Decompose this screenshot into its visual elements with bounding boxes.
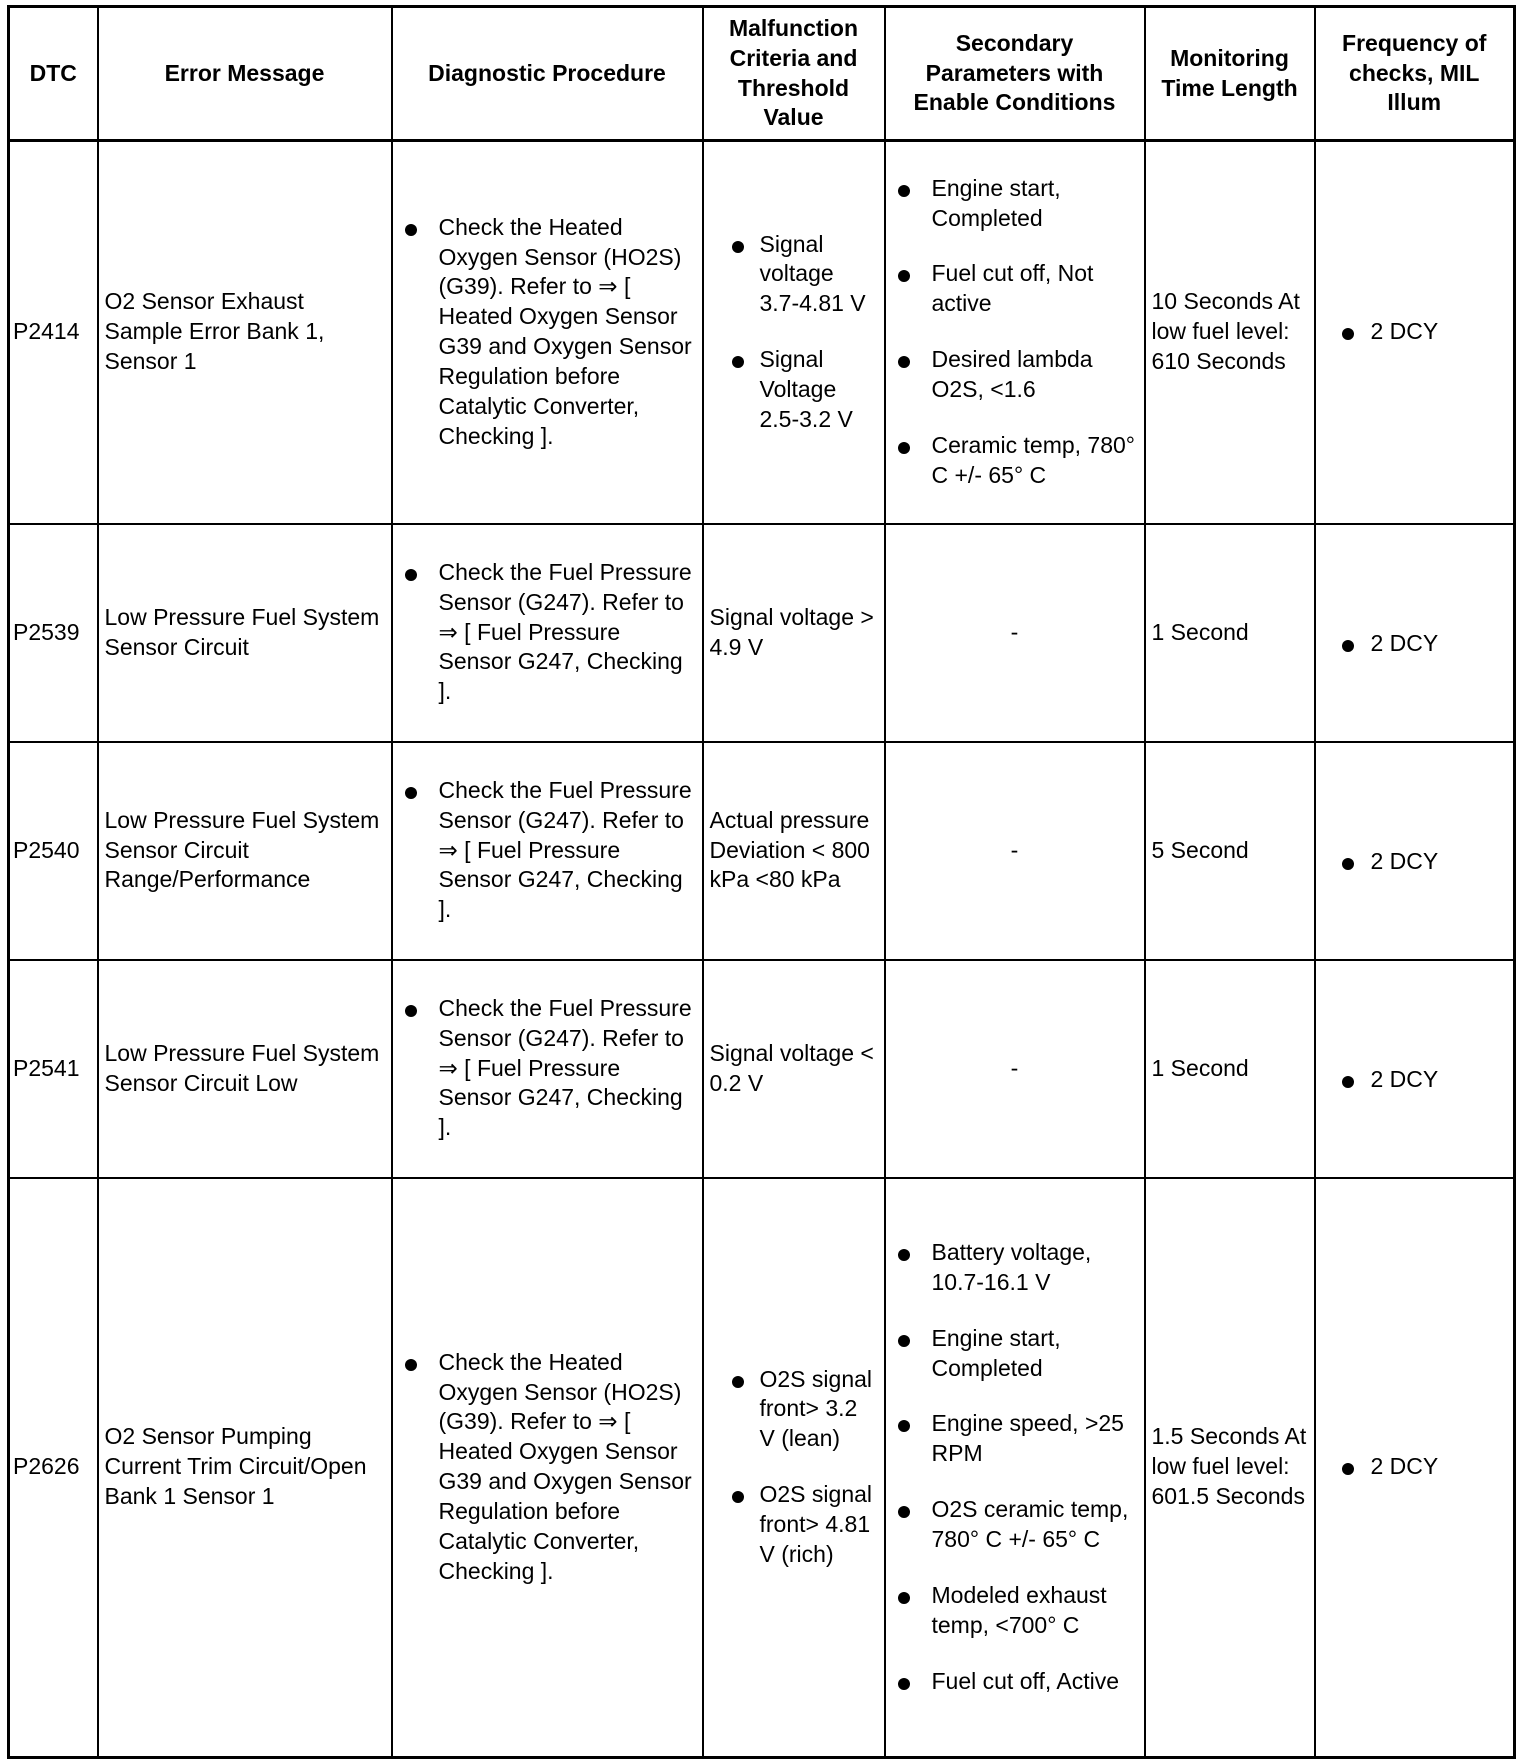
- malfunction-criteria: Signal voltage < 0.2 V: [703, 960, 885, 1178]
- diagnostic-procedure: [392, 141, 703, 524]
- dtc-code: P2626: [9, 1178, 98, 1758]
- table-row: [9, 141, 1515, 524]
- dtc-table: [7, 5, 1516, 1759]
- dtc-code: P2414: [9, 141, 98, 524]
- secondary-item: O2S ceramic temp, 780° C +/- 65° C: [892, 1495, 1138, 1555]
- frequency-item: 2 DCY: [1322, 1452, 1508, 1482]
- procedure-item: Check the Heated Oxygen Sensor (HO2S) (G39). Refer to ⇒ [ Heated Oxygen Sensor G39 and Oxygen Sensor Regulation before Catalytic Converter, Checking ].: [399, 213, 696, 452]
- error-message: O2 Sensor Pumping Current Trim Circuit/Open Bank 1 Sensor 1: [98, 1178, 392, 1758]
- frequency-checks: [1315, 960, 1515, 1178]
- malfunction-criteria: [703, 141, 885, 524]
- table-row: [9, 742, 1515, 960]
- table-row: [9, 524, 1515, 742]
- frequency-checks: [1315, 524, 1515, 742]
- dtc-code: P2539: [9, 524, 98, 742]
- secondary-item: Engine speed, >25 RPM: [892, 1409, 1138, 1469]
- secondary-item: Battery voltage, 10.7-16.1 V: [892, 1238, 1138, 1298]
- diagnostic-procedure: [392, 960, 703, 1178]
- frequency-checks: [1315, 1178, 1515, 1758]
- secondary-parameters: [885, 141, 1145, 524]
- error-message: Low Pressure Fuel System Sensor Circuit Range/Performance: [98, 742, 392, 960]
- secondary-item: Desired lambda O2S, <1.6: [892, 345, 1138, 405]
- diagnostic-procedure: [392, 524, 703, 742]
- frequency-item: 2 DCY: [1322, 1065, 1508, 1095]
- frequency-item: 2 DCY: [1322, 629, 1508, 659]
- secondary-parameters: -: [885, 524, 1145, 742]
- error-message: Low Pressure Fuel System Sensor Circuit: [98, 524, 392, 742]
- table-row: [9, 960, 1515, 1178]
- frequency-item: 2 DCY: [1322, 847, 1508, 877]
- malfunction-criteria: Signal voltage > 4.9 V: [703, 524, 885, 742]
- monitoring-time: 1 Second: [1145, 960, 1315, 1178]
- malfunction-criteria: [703, 1178, 885, 1758]
- diagnostic-procedure: [392, 742, 703, 960]
- header-malfunction-criteria: Malfunction Criteria and Threshold Value: [703, 7, 885, 141]
- header-frequency: Frequency of checks, MIL Illum: [1315, 7, 1515, 141]
- procedure-item: Check the Fuel Pressure Sensor (G247). Refer to ⇒ [ Fuel Pressure Sensor G247, Checking ].: [399, 558, 696, 707]
- procedure-item: Check the Heated Oxygen Sensor (HO2S) (G39). Refer to ⇒ [ Heated Oxygen Sensor G39 and Oxygen Sensor Regulation before Catalytic Converter, Checking ].: [399, 1348, 696, 1587]
- header-diagnostic-procedure: Diagnostic Procedure: [392, 7, 703, 141]
- error-message: Low Pressure Fuel System Sensor Circuit Low: [98, 960, 392, 1178]
- criteria-item: O2S signal front> 4.81 V (rich): [710, 1480, 878, 1570]
- frequency-checks: [1315, 141, 1515, 524]
- malfunction-criteria: Actual pressure Deviation < 800 kPa <80 kPa: [703, 742, 885, 960]
- monitoring-time: 5 Second: [1145, 742, 1315, 960]
- frequency-checks: [1315, 742, 1515, 960]
- secondary-item: Fuel cut off, Not active: [892, 259, 1138, 319]
- criteria-item: Signal voltage 3.7-4.81 V: [710, 230, 878, 320]
- header-error-message: Error Message: [98, 7, 392, 141]
- secondary-item: Fuel cut off, Active: [892, 1667, 1138, 1697]
- secondary-parameters: -: [885, 742, 1145, 960]
- procedure-item: Check the Fuel Pressure Sensor (G247). Refer to ⇒ [ Fuel Pressure Sensor G247, Checking ].: [399, 994, 696, 1143]
- header-row: [9, 7, 1515, 141]
- criteria-item: O2S signal front> 3.2 V (lean): [710, 1365, 878, 1455]
- procedure-item: Check the Fuel Pressure Sensor (G247). Refer to ⇒ [ Fuel Pressure Sensor G247, Checking ].: [399, 776, 696, 925]
- table-row: [9, 1178, 1515, 1758]
- criteria-item: Signal Voltage 2.5-3.2 V: [710, 345, 878, 435]
- header-dtc: DTC: [9, 7, 98, 141]
- frequency-item: 2 DCY: [1322, 317, 1508, 347]
- monitoring-time: 10 Seconds At low fuel level: 610 Seconds: [1145, 141, 1315, 524]
- error-message: O2 Sensor Exhaust Sample Error Bank 1, Sensor 1: [98, 141, 392, 524]
- monitoring-time: 1 Second: [1145, 524, 1315, 742]
- diagnostic-procedure: [392, 1178, 703, 1758]
- secondary-item: Engine start, Completed: [892, 174, 1138, 234]
- header-secondary-parameters: Secondary Parameters with Enable Conditions: [885, 7, 1145, 141]
- header-monitoring-time: Monitoring Time Length: [1145, 7, 1315, 141]
- secondary-parameters: [885, 1178, 1145, 1758]
- secondary-item: Engine start, Completed: [892, 1324, 1138, 1384]
- secondary-item: Modeled exhaust temp, <700° C: [892, 1581, 1138, 1641]
- secondary-item: Ceramic temp, 780° C +/- 65° C: [892, 431, 1138, 491]
- dtc-code: P2540: [9, 742, 98, 960]
- dtc-code: P2541: [9, 960, 98, 1178]
- monitoring-time: 1.5 Seconds At low fuel level: 601.5 Seconds: [1145, 1178, 1315, 1758]
- secondary-parameters: -: [885, 960, 1145, 1178]
